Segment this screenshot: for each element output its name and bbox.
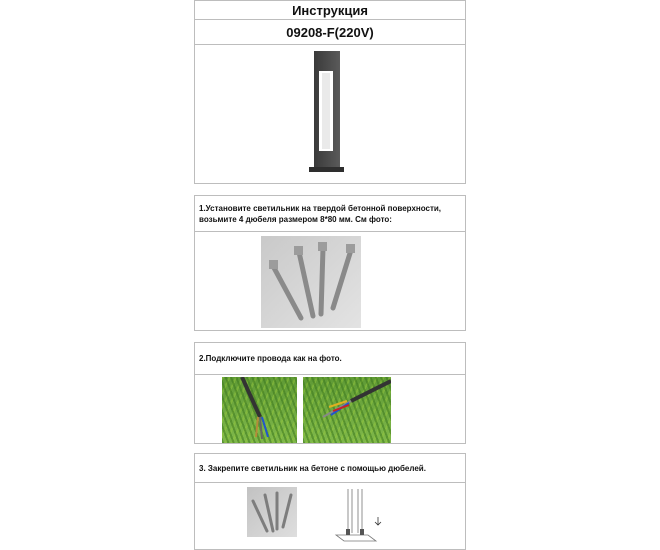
step-1-text: 1.Установите светильник на твердой бетонной поверхности, возьмите 4 дюбеля размером 8*80 мм. См фото: bbox=[199, 203, 442, 224]
step-2-text-box bbox=[194, 342, 466, 375]
step-1-text-box bbox=[194, 195, 466, 232]
document-title: Инструкция bbox=[292, 2, 368, 18]
step-2-image-box bbox=[194, 374, 466, 444]
anchor-bolts-photo bbox=[261, 236, 361, 328]
step-3-text-box bbox=[194, 453, 466, 483]
bollard-lamp-image bbox=[195, 45, 465, 183]
step-3-image-box bbox=[194, 482, 466, 550]
step-3-text: 3. Закрепите светильник на бетоне с помощью дюбелей. bbox=[199, 463, 426, 473]
wires-connected-photo bbox=[303, 377, 391, 443]
model-number: 09208-F(220V) bbox=[286, 24, 374, 40]
mounting-diagram-icon bbox=[328, 487, 388, 545]
product-image-box bbox=[194, 44, 466, 184]
step-2-text: 2.Подключите провода как на фото. bbox=[199, 354, 342, 363]
model-row bbox=[194, 19, 466, 45]
wiring-photo bbox=[222, 377, 297, 443]
title-row bbox=[194, 0, 466, 20]
bolts-small-photo bbox=[247, 487, 297, 537]
step-1-image-box bbox=[194, 231, 466, 331]
